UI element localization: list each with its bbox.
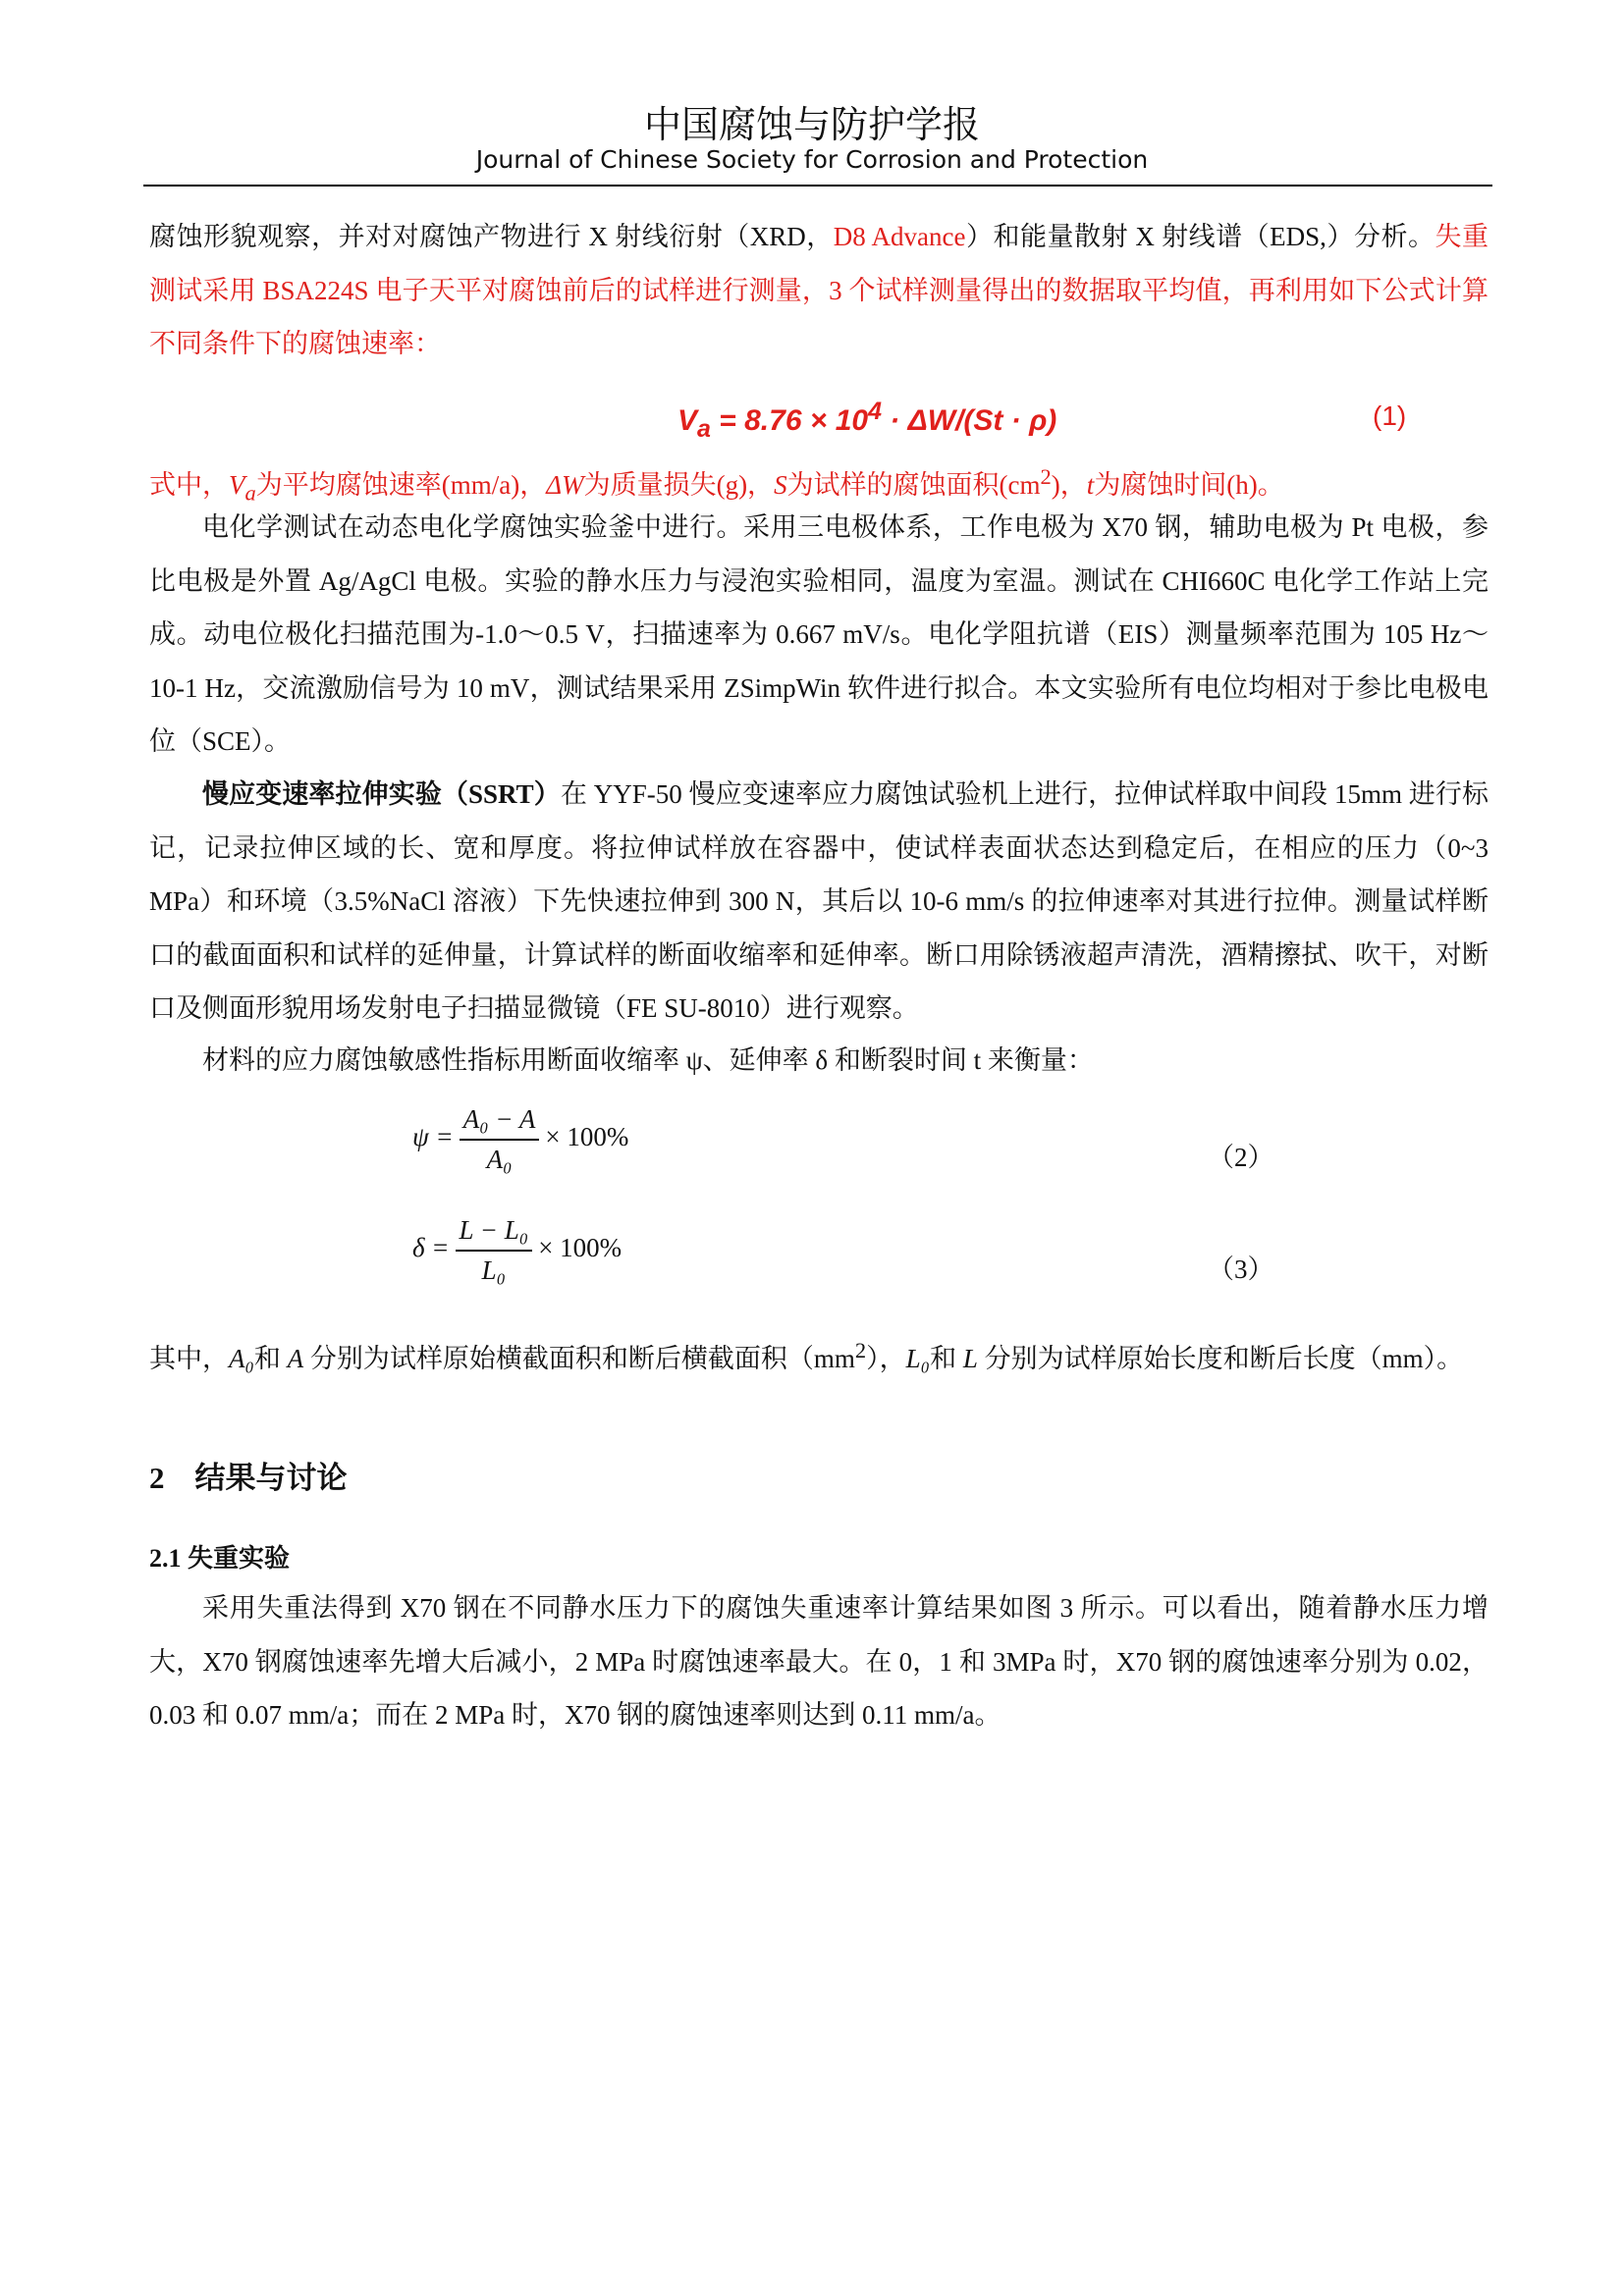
equation-1 (677, 398, 1056, 444)
t: × 100% (538, 1233, 623, 1263)
paragraph-weight-loss: 采用失重法得到 X70 钢在不同静水压力下的腐蚀失重速率计算结果如图 3 所示。可以看出，随着静水压力增大，X70 钢腐蚀速率先增大后减小，2 MPa 时腐蚀速率最大。在 0，1 和 3MPa 时，X70 钢的腐蚀速率分别为 0.02，0.03 和 0.07 mm/a；而在 2 MPa 时，X70 钢的腐蚀速率则达到 0.11 mm/a。 (149, 1593, 1489, 1730)
journal-title: 中国腐蚀与防护学报 (643, 105, 980, 146)
instrument-name: D8 Advance (833, 222, 966, 251)
eq-var: V (677, 404, 698, 437)
equation-3 (412, 1215, 622, 1286)
paragraph-electrochem: 电化学测试在动态电化学腐蚀实验釜中进行。采用三电极体系，工作电极为 X70 钢，辅助电极为 Pt 电极，参比电极是外置 Ag/AgCl 电极。实验的静水压力与浸泡实验相同，温度为室温。测试在 CHI660C 电化学工作站上完成。动电位极化扫描范围为-1.0～0.5 V，扫描速率为 0.667 mV/s。电化学阻抗谱（EIS）测量频率范围为 105 Hz～10-1 Hz，交流激励信号为 10 mV，测试结果采用 ZSimpWin 软件进行拟合。本文实验所有电位均相对于参比电极电位（SCE）。 (149, 512, 1489, 756)
text: 在 YYF-50 慢应变速率应力腐蚀试验机上进行，拉伸试样取中间段 15mm 进行标记，记录拉伸区域的长、宽和厚度。将拉伸试样放在容器中，使试样表面状态达到稳定后，在相应的压力（0~3 MPa）和环境（3.5%NaCl 溶液）下先快速拉伸到 300 N，其后以 10-6 mm/s 的拉伸速率对其进行拉伸。测量试样断口的截面面积和试样的延伸量，计算试样的断面收缩率和延伸率。断口用除锈液超声清洗，酒精擦拭、吹干，对断口及侧面形貌用场发射电子扫描显微镜（FE SU-8010）进行观察。 (149, 779, 1489, 1023)
journal-subtitle: Journal of Chinese Society for Corrosion and Protection (475, 145, 1149, 174)
t: 和 (930, 1344, 957, 1373)
equation-2-number: （2） (1208, 1143, 1274, 1172)
t: L − L₀ (456, 1215, 533, 1252)
weight-loss-text: 失重测试采用 BSA224S 电子天平对腐蚀前后的试样进行测量，3 个试样测量得出的数据取平均值，再利用如下公式计算不同条件下的腐蚀速率： (149, 222, 1489, 358)
eq-sub: a (697, 415, 711, 443)
t: 2 (1040, 464, 1052, 489)
t: a (244, 480, 256, 506)
t: A₀ − A (460, 1104, 540, 1141)
t: A₀ (229, 1344, 254, 1373)
t: )， (1051, 470, 1087, 500)
paragraph-methods (149, 210, 1489, 371)
t: 为试样的腐蚀面积(cm (786, 470, 1041, 500)
equation-1-number: (1) (1373, 400, 1407, 431)
t: A (287, 1344, 304, 1373)
t: 和 (253, 1344, 281, 1373)
t: S (774, 470, 787, 500)
t: L (962, 1344, 978, 1373)
equation-3-number: （3） (1208, 1255, 1274, 1284)
t: ）， (866, 1344, 906, 1373)
t: A₀ (486, 1145, 513, 1174)
t: 为腐蚀时间(h)。 (1094, 470, 1284, 500)
t: 为平均腐蚀速率(mm/a)， (255, 470, 547, 500)
t: 分别为试样原始横截面积和断后横截面积（mm (309, 1344, 855, 1373)
equation-2 (412, 1104, 628, 1175)
t: L₀ (481, 1255, 507, 1285)
t: ψ = (412, 1122, 454, 1152)
text: 腐蚀形貌观察，并对对腐蚀产物进行 X 射线衍射（XRD， (149, 222, 834, 251)
t: 为质量损失(g)， (583, 470, 775, 500)
t: L₀ (905, 1344, 931, 1373)
eq-sup: 4 (868, 398, 882, 425)
text: ）和能量散射 X 射线谱（EDS,）分析。 (965, 222, 1435, 251)
ssrt-heading: 慢应变速率拉伸实验（SSRT） (202, 779, 561, 809)
section-heading: 2 结果与讨论 (149, 1461, 348, 1495)
t: × 100% (545, 1122, 629, 1152)
t: 分别为试样原始长度和断后长度（mm）。 (984, 1344, 1464, 1373)
t: 2 (854, 1338, 867, 1362)
header-divider (143, 185, 1492, 187)
paragraph-ssrt (149, 768, 1489, 1036)
t: t (1086, 470, 1095, 500)
equation-where (149, 1324, 1489, 1386)
subsection-heading: 2.1 失重实验 (149, 1544, 291, 1573)
t: ΔW (546, 470, 584, 500)
paragraph-susceptibility: 材料的应力腐蚀敏感性指标用断面收缩率 ψ、延伸率 δ 和断裂时间 t 来衡量： (202, 1045, 1094, 1075)
t: 其中， (149, 1344, 229, 1373)
eq-rhs: = 8.76 × 10 (710, 404, 869, 437)
t: δ = (412, 1233, 450, 1263)
t: 式中， (149, 470, 229, 500)
t: V (229, 470, 245, 500)
eq-rest: · ΔW/(St · ρ) (881, 404, 1057, 437)
